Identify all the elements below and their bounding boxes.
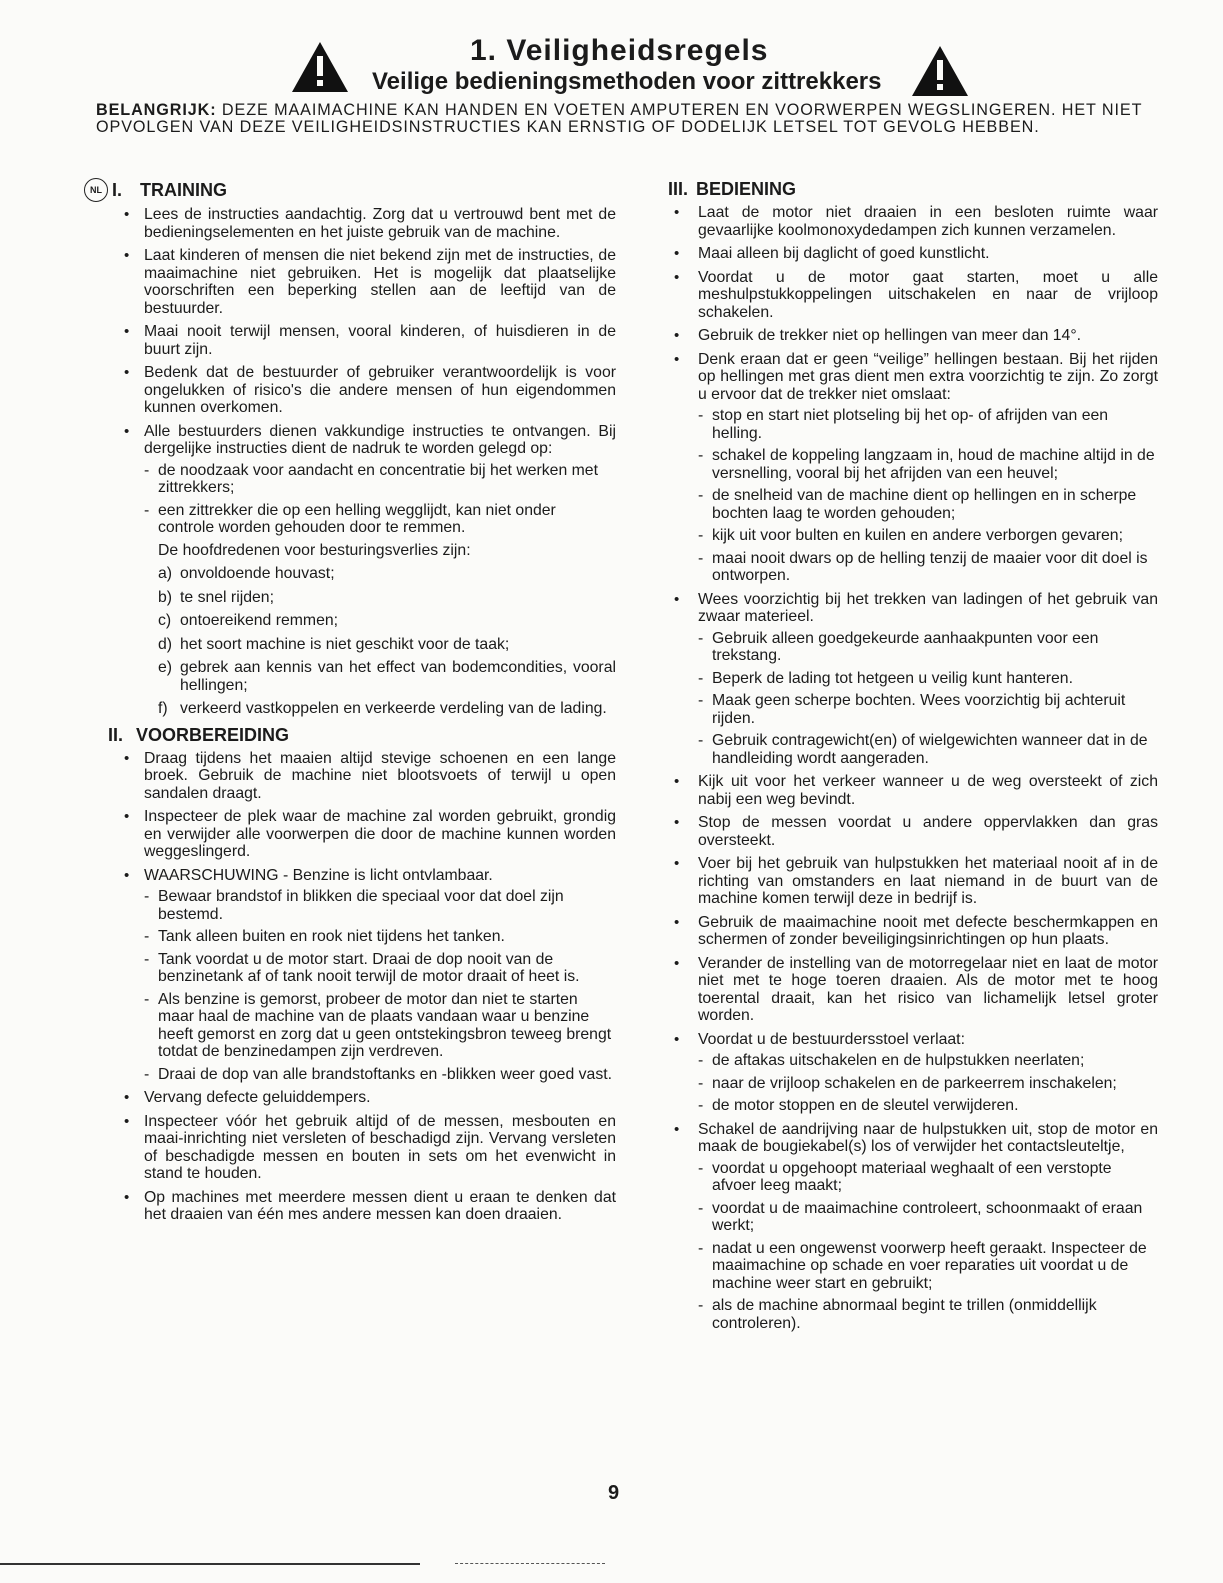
sub-list-item: - de snelheid van de machine dient op hellingen en in scherpe bochten laag te worden gehouden; — [698, 487, 1158, 522]
cause-item — [158, 659, 616, 694]
important-label: BELANGRIJK: — [96, 101, 217, 119]
important-notice — [96, 102, 1160, 136]
sub-list-item: - naar de vrijloop schakelen en de parkeerrem inschakelen; — [698, 1075, 1158, 1093]
list-item: • Op machines met meerdere messen dient u eraan te denken dat het draaien van één mes andere messen kan doen draaien. — [108, 1189, 616, 1224]
list-item-text: Voordat u de bestuurdersstoel verlaat: — [698, 1030, 965, 1048]
list-item: • Gebruik de trekker niet op hellingen van meer dan 14°. — [668, 327, 1158, 345]
list-item — [108, 867, 616, 1084]
page-number: 9 — [608, 1482, 620, 1504]
operation-list — [668, 204, 1158, 1332]
sub-list-item: - een zittrekker die op een helling wegglijdt, kan niet onder controle worden gehouden door te remmen. — [144, 502, 616, 537]
cause-text: te snel rijden; — [180, 588, 274, 606]
sub-list-item: - kijk uit voor bulten en kuilen en andere verborgen gevaren; — [698, 527, 1158, 545]
section-number: II. — [108, 724, 124, 745]
sub-list-item: - Draai de dop van alle brandstoftanks en -blikken weer goed vast. — [144, 1066, 616, 1084]
list-item: • Lees de instructies aandachtig. Zorg dat u vertrouwd bent met de bedieningselementen en het juiste gebruik van de machine. — [108, 206, 616, 241]
important-text: DEZE MAAIMACHINE KAN HANDEN EN VOETEN AMPUTEREN EN VOORWERPEN WEGSLINGEREN. HET NIET OPVOLGEN VAN DEZE VEILIGHEIDSINSTRUCTIES KAN ERNSTIG OF DODELIJK LETSEL TOT GEVOLG HEBBEN. — [96, 101, 1143, 136]
section-title: BEDIENING — [696, 179, 797, 199]
sub-list-item: - Als benzine is gemorst, probeer de motor dan niet te starten maar haal de machine van de plaats vandaan waar u benzine heeft gemorst en zorg dat u geen ontstekingsbron teweeg brengt totdat de benzinedampen zijn verdreven. — [144, 991, 616, 1061]
page-subtitle: Veilige bedieningsmethoden voor zittrekkers — [372, 68, 882, 95]
list-item — [668, 1031, 1158, 1115]
section-heading-training — [90, 178, 616, 202]
cause-letter: a) — [158, 565, 173, 582]
cause-text: verkeerd vastkoppelen en verkeerde verdeling van de lading. — [180, 700, 607, 717]
list-item-text: Schakel de aandrijving naar de hulpstukken uit, stop de motor en maak de bougiekabel(s) los of verwijder het contactsleuteltje, — [698, 1120, 1158, 1155]
list-item: • Kijk uit voor het verkeer wanneer u de weg oversteekt of zich nabij een weg bevindt. — [668, 773, 1158, 808]
footer-rule — [0, 1563, 420, 1565]
list-item: • Gebruik de maaimachine nooit met defecte beschermkappen en schermen of zonder beveiligingsinrichtingen op hun plaats. — [668, 914, 1158, 949]
right-column — [668, 178, 1158, 1338]
preparation-list — [108, 750, 616, 1224]
list-item: • Maai alleen bij daglicht of goed kunstlicht. — [668, 245, 1158, 263]
cause-text: onvoldoende houvast; — [180, 565, 335, 582]
list-item-text: Wees voorzichtig bij het trekken van ladingen of het gebruik van zwaar materieel. — [698, 590, 1158, 625]
cause-letter: e) — [158, 659, 173, 676]
section-number: I. — [112, 180, 123, 200]
cause-item — [158, 589, 616, 607]
list-item: • Draag tijdens het maaien altijd stevige schoenen en een lange broek. Gebruik de machine niet blootsvoets of terwijl u open sandalen draagt. — [108, 750, 616, 803]
list-item: • Stop de messen voordat u andere oppervlakken dan gras oversteekt. — [668, 814, 1158, 849]
sub-list-item: - voordat u opgehoopt materiaal weghaalt of een verstopte afvoer leeg maakt; — [698, 1160, 1158, 1195]
causes-list — [158, 565, 616, 718]
sub-list — [698, 407, 1158, 585]
list-item-text: Denk eraan dat er geen “veilige” hellingen bestaan. Bij het rijden op hellingen met gras dient men extra voorzichtig te zijn. Zo zorgt u ervoor dat de trekker niet omslaat: — [698, 350, 1158, 403]
list-item — [668, 351, 1158, 585]
sub-list-item: - Tank alleen buiten en rook niet tijdens het tanken. — [144, 928, 616, 946]
language-badge: NL — [84, 178, 108, 202]
sub-list — [698, 1052, 1158, 1115]
list-item — [668, 591, 1158, 768]
sub-list-item: - voordat u de maaimachine controleert, schoonmaakt of eraan werkt; — [698, 1200, 1158, 1235]
sub-list-item: - Beperk de lading tot hetgeen u veilig kunt hanteren. — [698, 670, 1158, 688]
list-item-text: Alle bestuurders dienen vakkundige instructies te ontvangen. Bij dergelijke instructies dient de nadruk te worden gelegd op: — [144, 422, 616, 457]
warning-triangle-icon — [910, 44, 970, 98]
sub-list-item: - Tank voordat u de motor start. Draai de dop nooit van de benzinetank af of tank nooit terwijl de motor draait of heet is. — [144, 951, 616, 986]
list-item: • Inspecteer de plek waar de machine zal worden gebruikt, grondig en verwijder alle voorwerpen die door de machine kunnen worden weggeslingerd. — [108, 808, 616, 861]
sub-list-item: - Gebruik contragewicht(en) of wielgewichten wanneer dat in de handleiding wordt aangeraden. — [698, 732, 1158, 767]
warning-triangle-icon — [290, 40, 350, 94]
section-title: TRAINING — [140, 180, 227, 200]
list-item: • Voordat u de motor gaat starten, moet u alle meshulpstukkoppelingen uitschakelen en naar de vrijloop schakelen. — [668, 269, 1158, 322]
sub-list-item: - Bewaar brandstof in blikken die speciaal voor dat doel zijn bestemd. — [144, 888, 616, 923]
causes-intro: De hoofdredenen voor besturingsverlies zijn: — [158, 541, 471, 559]
sub-list-item: - de noodzaak voor aandacht en concentratie bij het werken met zittrekkers; — [144, 462, 616, 497]
list-item: • Inspecteer vóór het gebruik altijd of de messen, mesbouten en maai-inrichting niet versleten of beschadigd zijn. Vervang versleten of beschadigde messen en bouten in sets om het evenwicht in stand te houden. — [108, 1113, 616, 1183]
page-title: 1. Veiligheidsregels — [470, 34, 769, 67]
sub-list-item: - maai nooit dwars op de helling tenzij de maaier voor dit doel is ontworpen. — [698, 550, 1158, 585]
sub-list-item: - stop en start niet plotseling bij het op- of afrijden van een helling. — [698, 407, 1158, 442]
list-item: • Vervang defecte geluiddempers. — [108, 1089, 616, 1107]
training-list — [108, 206, 616, 718]
sub-list-item: - Maak geen scherpe bochten. Wees voorzichtig bij achteruit rijden. — [698, 692, 1158, 727]
list-item: • Laat de motor niet draaien in een besloten ruimte waar gevaarlijke koolmonoxydedampen zich kunnen verzamelen. — [668, 204, 1158, 239]
footer-rule — [455, 1563, 605, 1564]
cause-text: gebrek aan kennis van het effect van bodemcondities, vooral hellingen; — [180, 659, 616, 694]
cause-item — [158, 700, 616, 718]
sub-list-item: - als de machine abnormaal begint te trillen (onmiddellijk controleren). — [698, 1297, 1158, 1332]
sub-list-item: - Gebruik alleen goedgekeurde aanhaakpunten voor een trekstang. — [698, 630, 1158, 665]
cause-item — [158, 565, 616, 583]
sub-list-item: - nadat u een ongewenst voorwerp heeft geraakt. Inspecteer de maaimachine op schade en voer reparaties uit voordat u de machine weer start en gebruikt; — [698, 1240, 1158, 1293]
sub-list-item: - de aftakas uitschakelen en de hulpstukken neerlaten; — [698, 1052, 1158, 1070]
section-number: III. — [668, 179, 689, 199]
section-heading-preparation — [108, 724, 616, 746]
list-item — [668, 1121, 1158, 1333]
cause-letter: d) — [158, 635, 173, 653]
cause-letter: b) — [158, 588, 173, 606]
list-item: • Laat kinderen of mensen die niet bekend zijn met de instructies, de maaimachine niet gebruiken. Het is mogelijk dat plaatselijke voorschriften een beperking stellen aan de leeftijd van de bestuurder. — [108, 247, 616, 317]
page-header — [0, 30, 1223, 100]
cause-text: het soort machine is niet geschikt voor de taak; — [180, 635, 510, 653]
sub-list — [144, 462, 616, 537]
sub-list — [698, 1160, 1158, 1333]
list-item: • Verander de instelling van de motorregelaar niet en laat de motor niet met te hoge toeren draaien. Als de motor met te hoog toerental draait, kan het risico van lichamelijk letsel groter worden. — [668, 955, 1158, 1025]
cause-letter: f) — [158, 700, 168, 717]
section-title: VOORBEREIDING — [136, 724, 290, 745]
list-item: • Bedenk dat de bestuurder of gebruiker verantwoordelijk is voor ongelukken of risico's die andere mensen of hun eigendommen kunnen overkomen. — [108, 364, 616, 417]
section-heading-operation — [668, 178, 1158, 200]
cause-item — [158, 612, 616, 630]
left-column — [90, 178, 616, 1230]
sub-list — [698, 630, 1158, 768]
sub-list — [144, 888, 616, 1083]
sub-list-item: - de motor stoppen en de sleutel verwijderen. — [698, 1097, 1158, 1115]
cause-letter: c) — [158, 612, 172, 629]
sub-list-item: - schakel de koppeling langzaam in, houd de machine altijd in de versnelling, vooral bij het afrijden van een heuvel; — [698, 447, 1158, 482]
cause-text: ontoereikend remmen; — [180, 612, 339, 629]
list-item-text: WAARSCHUWING - Benzine is licht ontvlambaar. — [144, 866, 493, 884]
list-item: • Maai nooit terwijl mensen, vooral kinderen, of huisdieren in de buurt zijn. — [108, 323, 616, 358]
list-item — [108, 423, 616, 718]
cause-item — [158, 636, 616, 654]
list-item: • Voer bij het gebruik van hulpstukken het materiaal nooit af in de richting van omstanders en laat niemand in de buurt van de machine komen terwijl deze in bedrijf is. — [668, 855, 1158, 908]
